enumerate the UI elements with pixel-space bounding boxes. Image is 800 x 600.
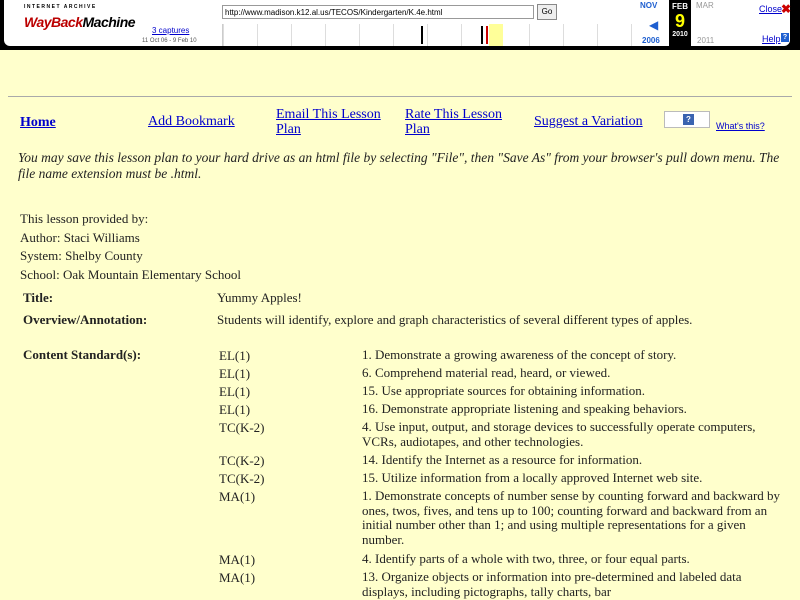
current-year: 2010 (672, 31, 688, 38)
standard-code: EL(1) (219, 384, 251, 399)
wayback-logo[interactable] (24, 4, 136, 38)
overview-label: Overview/Annotation: (23, 312, 148, 327)
logo-wayback-machine (24, 14, 136, 30)
capture-timeline[interactable] (222, 24, 635, 46)
standard-code: TC(K-2) (219, 471, 265, 486)
lesson-title: Yummy Apples! (217, 290, 302, 305)
timeline-current-mark[interactable] (486, 26, 488, 44)
provider-author: Author: Staci Williams (20, 230, 140, 245)
close-link[interactable]: Close (759, 4, 783, 14)
current-capture-date (669, 0, 691, 46)
current-month: FEB (672, 2, 688, 11)
question-icon: ? (683, 114, 694, 125)
email-lesson-line2: Plan (276, 122, 301, 137)
standard-code: TC(K-2) (219, 453, 265, 468)
lesson-overview: Students will identify, explore and graph characteristics of several different types of apples. (217, 312, 693, 327)
prev-year-label[interactable]: 2006 (642, 36, 660, 45)
standard-text: 1. Demonstrate concepts of number sense by counting forward and backward by ones, twos, fives, and tens up to 100; counting forward and backward from an initial number other than 1; and using multiple representations for a given number. (362, 488, 781, 547)
standard-code: TC(K-2) (219, 420, 265, 435)
standard-text: 14. Identify the Internet as a resource for information. (362, 452, 643, 467)
suggest-help-button[interactable] (664, 111, 710, 128)
current-day: 9 (674, 11, 685, 31)
capture-date-range: 11 Oct 06 - 9 Feb 10 (142, 38, 197, 44)
standard-text: 4. Identify parts of a whole with two, three, or four equal parts. (362, 551, 690, 566)
standard-text: 15. Utilize information from a locally approved Internet web site. (362, 470, 703, 485)
standard-text: 16. Demonstrate appropriate listening and speaking behaviors. (362, 401, 687, 416)
help-icon[interactable]: ? (782, 34, 788, 41)
standard-text: 15. Use appropriate sources for obtaining information. (362, 383, 646, 398)
standard-code: EL(1) (219, 348, 251, 363)
wayback-toolbar-panel (4, 0, 790, 46)
header-divider (8, 96, 792, 97)
add-bookmark-link[interactable]: Add Bookmark (148, 114, 235, 129)
whats-this-link[interactable]: What's this? (716, 121, 765, 131)
go-button[interactable]: Go (537, 4, 557, 20)
help-link[interactable]: Help (762, 34, 781, 44)
standard-text: 4. Use input, output, and storage devices to successfully operate computers, VCRs, audiotapes, and other technologies. (362, 419, 756, 449)
wayback-url-input[interactable]: http://www.madison.k12.al.us/TECOS/Kindergarten/K.4e.html (222, 5, 534, 19)
next-month-label: MAR (696, 1, 714, 10)
provider-intro: This lesson provided by: (20, 211, 149, 226)
standard-code: MA(1) (219, 489, 256, 504)
next-year-label: 2011 (697, 36, 715, 45)
timeline-capture-mark[interactable] (421, 26, 423, 44)
email-lesson-link[interactable] (276, 107, 381, 137)
title-label: Title: (23, 290, 54, 305)
suggest-variation-link[interactable]: Suggest a Variation (534, 114, 643, 129)
timeline-capture-mark[interactable] (481, 26, 483, 44)
standard-text: 1. Demonstrate a growing awareness of the concept of story. (362, 347, 677, 362)
home-link[interactable]: Home (20, 115, 56, 130)
logo-wayback-text: WayBack (24, 14, 83, 30)
standard-text: 13. Organize objects or information into pre-determined and labeled data displays, including pictographs, tally charts, bar (362, 569, 742, 599)
standard-text: 6. Comprehend material read, heard, or viewed. (362, 365, 611, 380)
email-lesson-line1: Email This Lesson (276, 107, 381, 122)
standard-code: EL(1) (219, 366, 251, 381)
timeline-highlight (489, 24, 503, 46)
standard-code: MA(1) (219, 552, 256, 567)
prev-capture-arrow-icon[interactable]: ◀ (649, 18, 659, 32)
standard-code: MA(1) (219, 570, 256, 585)
rate-lesson-line2: Plan (405, 122, 430, 137)
standards-label: Content Standard(s): (23, 347, 142, 362)
provider-system: System: Shelby County (20, 248, 143, 263)
prev-month-label[interactable]: NOV (640, 1, 658, 10)
logo-machine-text: Machine (82, 14, 136, 30)
wayback-toolbar (0, 0, 800, 50)
rate-lesson-link[interactable] (405, 107, 502, 137)
captures-link[interactable]: 3 captures (152, 26, 190, 35)
standard-code: EL(1) (219, 402, 251, 417)
logo-internet-archive: INTERNET ARCHIVE (24, 4, 97, 10)
provider-school: School: Oak Mountain Elementary School (20, 267, 241, 282)
close-icon[interactable]: ✖ (781, 2, 792, 16)
save-instructions: You may save this lesson plan to your hard drive as an html file by selecting "File", then "Save As" from your browser's pull down menu. The file name extension must be .html. (18, 150, 780, 181)
rate-lesson-line1: Rate This Lesson (405, 107, 502, 122)
